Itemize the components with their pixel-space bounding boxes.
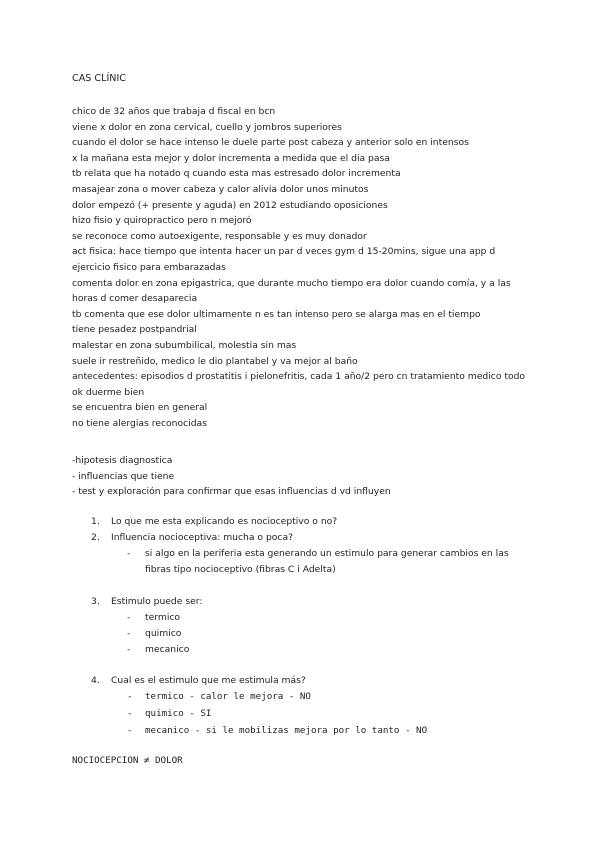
case-line: dolor empezó (+ presente y aguda) en 2012 estudiando oposiciones [72, 199, 388, 211]
case-line: se reconoce como autoexigente, responsable y es muy donador [72, 230, 367, 242]
sub-item-text: mecanico [145, 644, 190, 655]
sub-item-text: termico - calor le mejora - NO [145, 691, 311, 702]
case-line: tiene pesadez postpandrial [72, 324, 197, 336]
case-line: malestar en zona subumbilical, molestia sin mas [72, 339, 297, 351]
case-line: tb comenta que ese dolor ultimamente n es tan intenso pero se alarga mas en el tiempo [72, 308, 481, 320]
list-text: Cual es el estimulo que me estimula más? [111, 675, 306, 686]
case-line: act fisica: hace tiempo que intenta hacer un par d veces gym d 15-20mins, sigue una app d ejercicio fisico para embarazadas [72, 246, 496, 273]
task-list [72, 453, 391, 500]
case-line: hizo fisio y quiropractico pero n mejoró [72, 215, 252, 227]
case-line: viene x dolor en zona cervical, cuello y jombros superiores [72, 121, 342, 133]
dash-marker: - [127, 644, 131, 655]
case-line: x la mañana esta mejor y dolor incrementa a medida que el dia pasa [72, 152, 390, 164]
sub-item-text: quimico [145, 628, 182, 639]
list-number: 2. [91, 532, 100, 543]
case-line: masajear zona o mover cabeza y calor alivia dolor unos minutos [72, 183, 369, 195]
list-number: 1. [91, 516, 100, 527]
list-number: 4. [91, 675, 100, 686]
case-line: comenta dolor en zona epigastrica, que durante mucho tiempo era dolor cuando comía, y a las horas d comer desaparecia [72, 277, 511, 305]
dash-marker: - [127, 708, 133, 719]
case-line: tb relata que ha notado q cuando esta mas estresado dolor incrementa [72, 168, 401, 180]
dash-marker: - [127, 725, 133, 736]
sub-item-text: quimico - SI [145, 708, 212, 719]
case-line: cuando el dolor se hace intenso le duele parte post cabeza y anterior solo en intensos [72, 137, 469, 149]
list-text: Influencia nocioceptiva: mucha o poca? [111, 532, 293, 543]
task-item: -hipotesis diagnostica [72, 455, 173, 466]
dash-marker: - [127, 548, 131, 559]
case-line: suele ir restreñido, medico le dio plantabel y va mejor al baño [72, 355, 358, 367]
dash-marker: - [127, 628, 131, 639]
sub-item-text: termico [145, 612, 181, 623]
list-text: Estimulo puede ser: [111, 596, 203, 607]
conclusion-text: NOCIOCEPCION ≠ DOLOR [72, 755, 183, 766]
dash-marker: - [127, 691, 133, 702]
case-line: se encuentra bien en general [72, 402, 208, 414]
task-item: - influencias que tiene [72, 470, 175, 482]
dash-marker: - [127, 612, 131, 623]
case-line: no tiene alergias reconocidas [72, 417, 207, 429]
case-notes [72, 104, 534, 431]
case-line: antecedentes: episodios d prostatitis i pielonefritis, cada 1 año/2 pero cn tratamiento medico todo ok duerme bien [72, 371, 526, 398]
sub-item-text: mecanico - si le mobilizas mejora por lo tanto - NO [145, 725, 428, 736]
task-item: - test y exploración para confirmar que esas influencias d vd influyen [72, 486, 391, 498]
document-title: CAS CLÍNIC [72, 73, 126, 84]
sub-item-text: si algo en la periferia esta generando un estimulo para generar cambios en las fibras tipo nocioceptivo (fibras C i Adelta) [145, 548, 509, 575]
case-line: chico de 32 años que trabaja d fiscal en bcn [72, 106, 276, 117]
list-text: Lo que me esta explicando es nocioceptivo o no? [111, 516, 338, 527]
list-number: 3. [91, 596, 100, 607]
